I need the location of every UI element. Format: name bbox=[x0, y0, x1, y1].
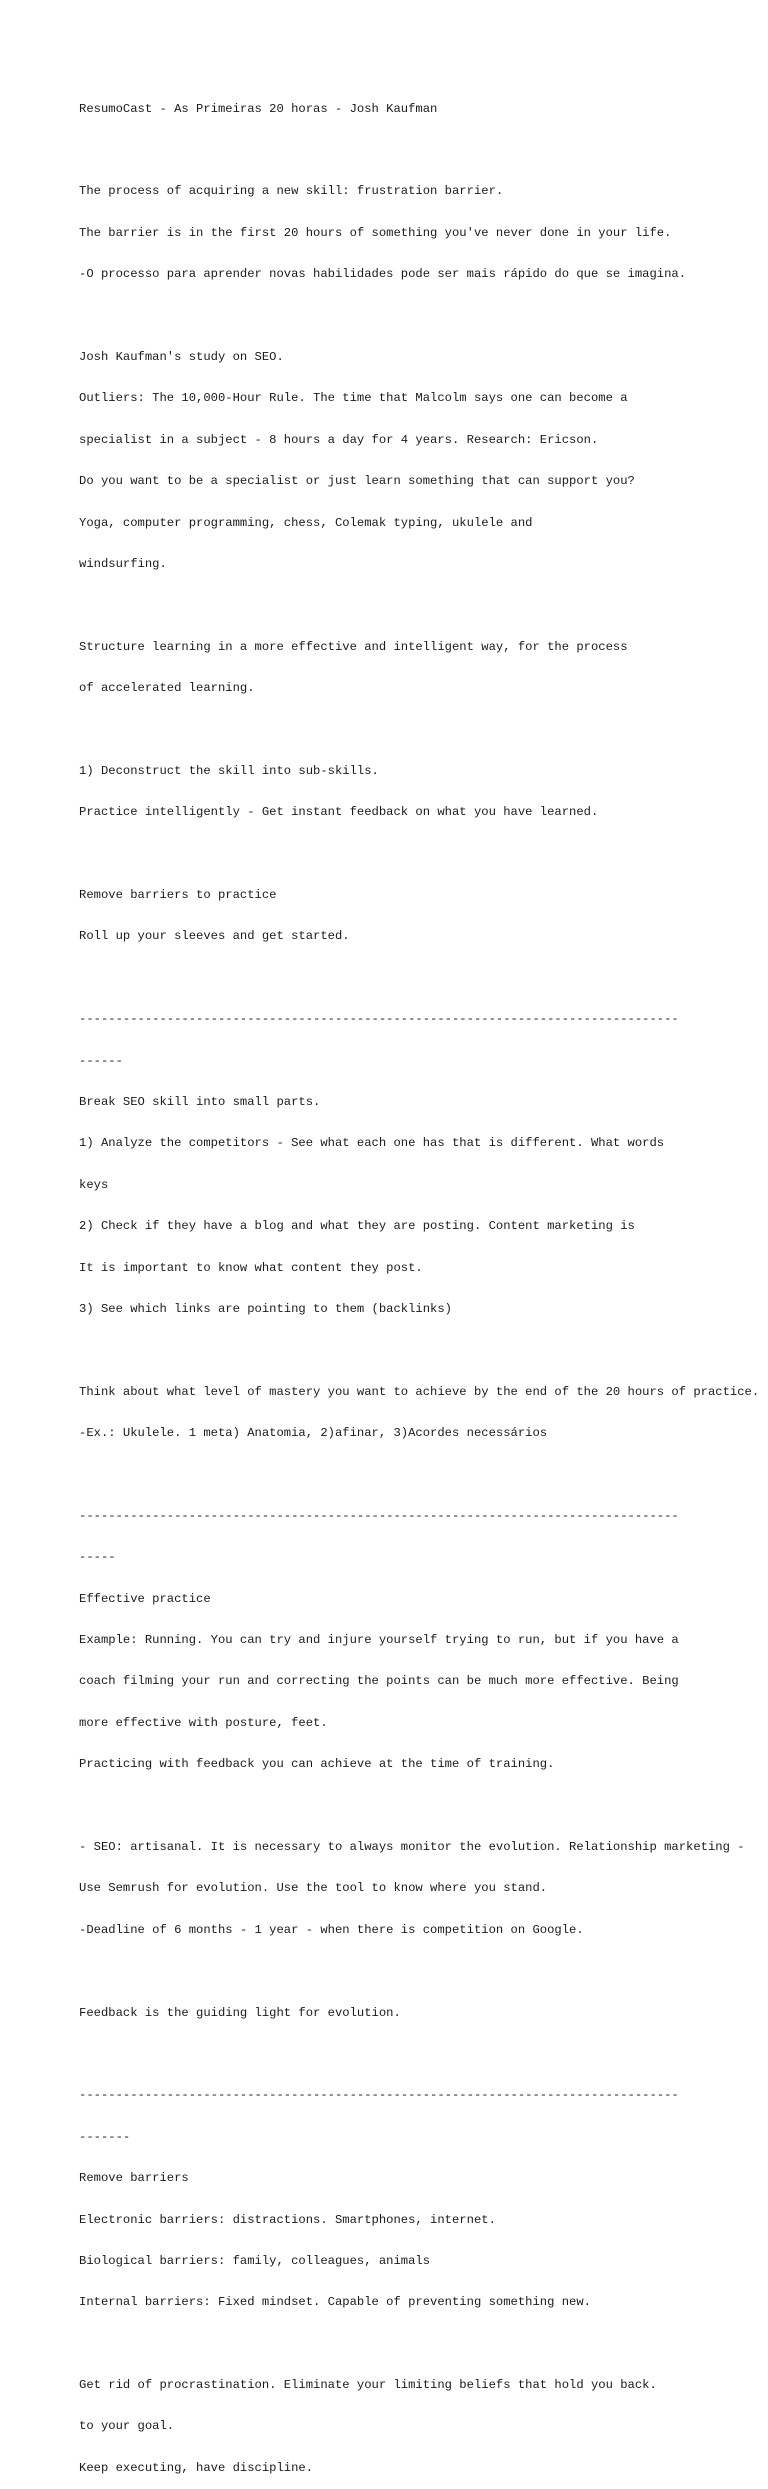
text-line: of accelerated learning. bbox=[79, 681, 255, 696]
text-line: Roll up your sleeves and get started. bbox=[79, 929, 350, 944]
section-heading: Break SEO skill into small parts. bbox=[79, 1094, 321, 1109]
text-line: -Ex.: Ukulele. 1 meta) Anatomia, 2)afinar, 3)Acordes necessários bbox=[79, 1426, 548, 1441]
text-line: Practice intelligently - Get instant feedback on what you have learned. bbox=[79, 805, 599, 820]
section-divider: ------ bbox=[79, 1053, 123, 1068]
text-line: Keep executing, have discipline. bbox=[79, 2460, 314, 2475]
text-line: Biological barriers: family, colleagues, animals bbox=[79, 2253, 431, 2268]
text-line: Get rid of procrastination. Eliminate your limiting beliefs that hold you back. bbox=[79, 2378, 657, 2393]
text-line: - SEO: artisanal. It is necessary to always monitor the evolution. Relationship marketing - bbox=[79, 1840, 745, 1854]
document-title: ResumoCast - As Primeiras 20 horas - Josh Kaufman bbox=[79, 101, 438, 116]
section-divider: ---------------------------------------------------------------------------------- bbox=[79, 1012, 679, 1027]
text-line: more effective with posture, feet. bbox=[79, 1715, 328, 1730]
section-divider: ----- bbox=[79, 1550, 116, 1565]
blank-line bbox=[79, 1965, 768, 1979]
text-line: Think about what level of mastery you want to achieve by the end of the 20 hours of practice. bbox=[79, 1384, 760, 1399]
text-line: -O processo para aprender novas habilidades pode ser mais rápido do que se imagina. bbox=[79, 267, 687, 282]
text-line: Electronic barriers: distractions. Smartphones, internet. bbox=[79, 2212, 496, 2227]
blank-line bbox=[79, 1468, 768, 1482]
text-line: The process of acquiring a new skill: frustration barrier. bbox=[79, 184, 504, 199]
section-heading: Effective practice bbox=[79, 1591, 211, 1606]
text-line: keys bbox=[79, 1177, 109, 1192]
text-line: Internal barriers: Fixed mindset. Capable of preventing something new. bbox=[79, 2295, 591, 2310]
text-line: -Deadline of 6 months - 1 year - when there is competition on Google. bbox=[79, 1922, 584, 1937]
text-line: Feedback is the guiding light for evolution. bbox=[79, 2005, 401, 2020]
blank-line bbox=[79, 723, 768, 737]
text-line: windsurfing. bbox=[79, 556, 167, 571]
text-line: Example: Running. You can try and injure yourself trying to run, but if you have a bbox=[79, 1633, 679, 1648]
text-line: coach filming your run and correcting the points can be much more effective. Being bbox=[79, 1674, 679, 1689]
section-divider: ---------------------------------------------------------------------------------- bbox=[79, 1508, 679, 1523]
blank-line bbox=[79, 1800, 768, 1814]
text-line: Josh Kaufman's study on SEO. bbox=[79, 349, 284, 364]
section-heading: Remove barriers bbox=[79, 2171, 189, 2186]
text-line: 3) See which links are pointing to them (backlinks) bbox=[79, 1301, 452, 1316]
text-line: specialist in a subject - 8 hours a day for 4 years. Research: Ericson. bbox=[79, 432, 599, 447]
blank-line bbox=[79, 310, 768, 324]
blank-line bbox=[79, 972, 768, 986]
text-line: The barrier is in the first 20 hours of something you've never done in your life. bbox=[79, 225, 672, 240]
text-line: 1) Analyze the competitors - See what each one has that is different. What words bbox=[79, 1136, 665, 1151]
blank-line bbox=[79, 848, 768, 862]
text-line: 1) Deconstruct the skill into sub-skills. bbox=[79, 763, 379, 778]
text-line: Use Semrush for evolution. Use the tool to know where you stand. bbox=[79, 1881, 548, 1896]
text-line: Practicing with feedback you can achieve at the time of training. bbox=[79, 1757, 555, 1772]
text-line: to your goal. bbox=[79, 2419, 175, 2434]
blank-line bbox=[79, 2048, 768, 2062]
document-page bbox=[79, 75, 768, 2489]
section-divider: ------- bbox=[79, 2129, 131, 2144]
blank-line bbox=[79, 1344, 768, 1358]
text-line: Yoga, computer programming, chess, Colemak typing, ukulele and bbox=[79, 515, 533, 530]
text-line: 2) Check if they have a blog and what they are posting. Content marketing is bbox=[79, 1219, 635, 1234]
text-line: Remove barriers to practice bbox=[79, 888, 277, 903]
section-divider: ---------------------------------------------------------------------------------- bbox=[79, 2088, 679, 2103]
blank-line bbox=[79, 2338, 768, 2352]
blank-line bbox=[79, 599, 768, 613]
blank-line bbox=[79, 144, 768, 158]
text-line: It is important to know what content they post. bbox=[79, 1260, 423, 1275]
text-line: Outliers: The 10,000-Hour Rule. The time that Malcolm says one can become a bbox=[79, 391, 628, 406]
text-line: Do you want to be a specialist or just learn something that can support you? bbox=[79, 474, 635, 489]
text-line: Structure learning in a more effective and intelligent way, for the process bbox=[79, 639, 628, 654]
